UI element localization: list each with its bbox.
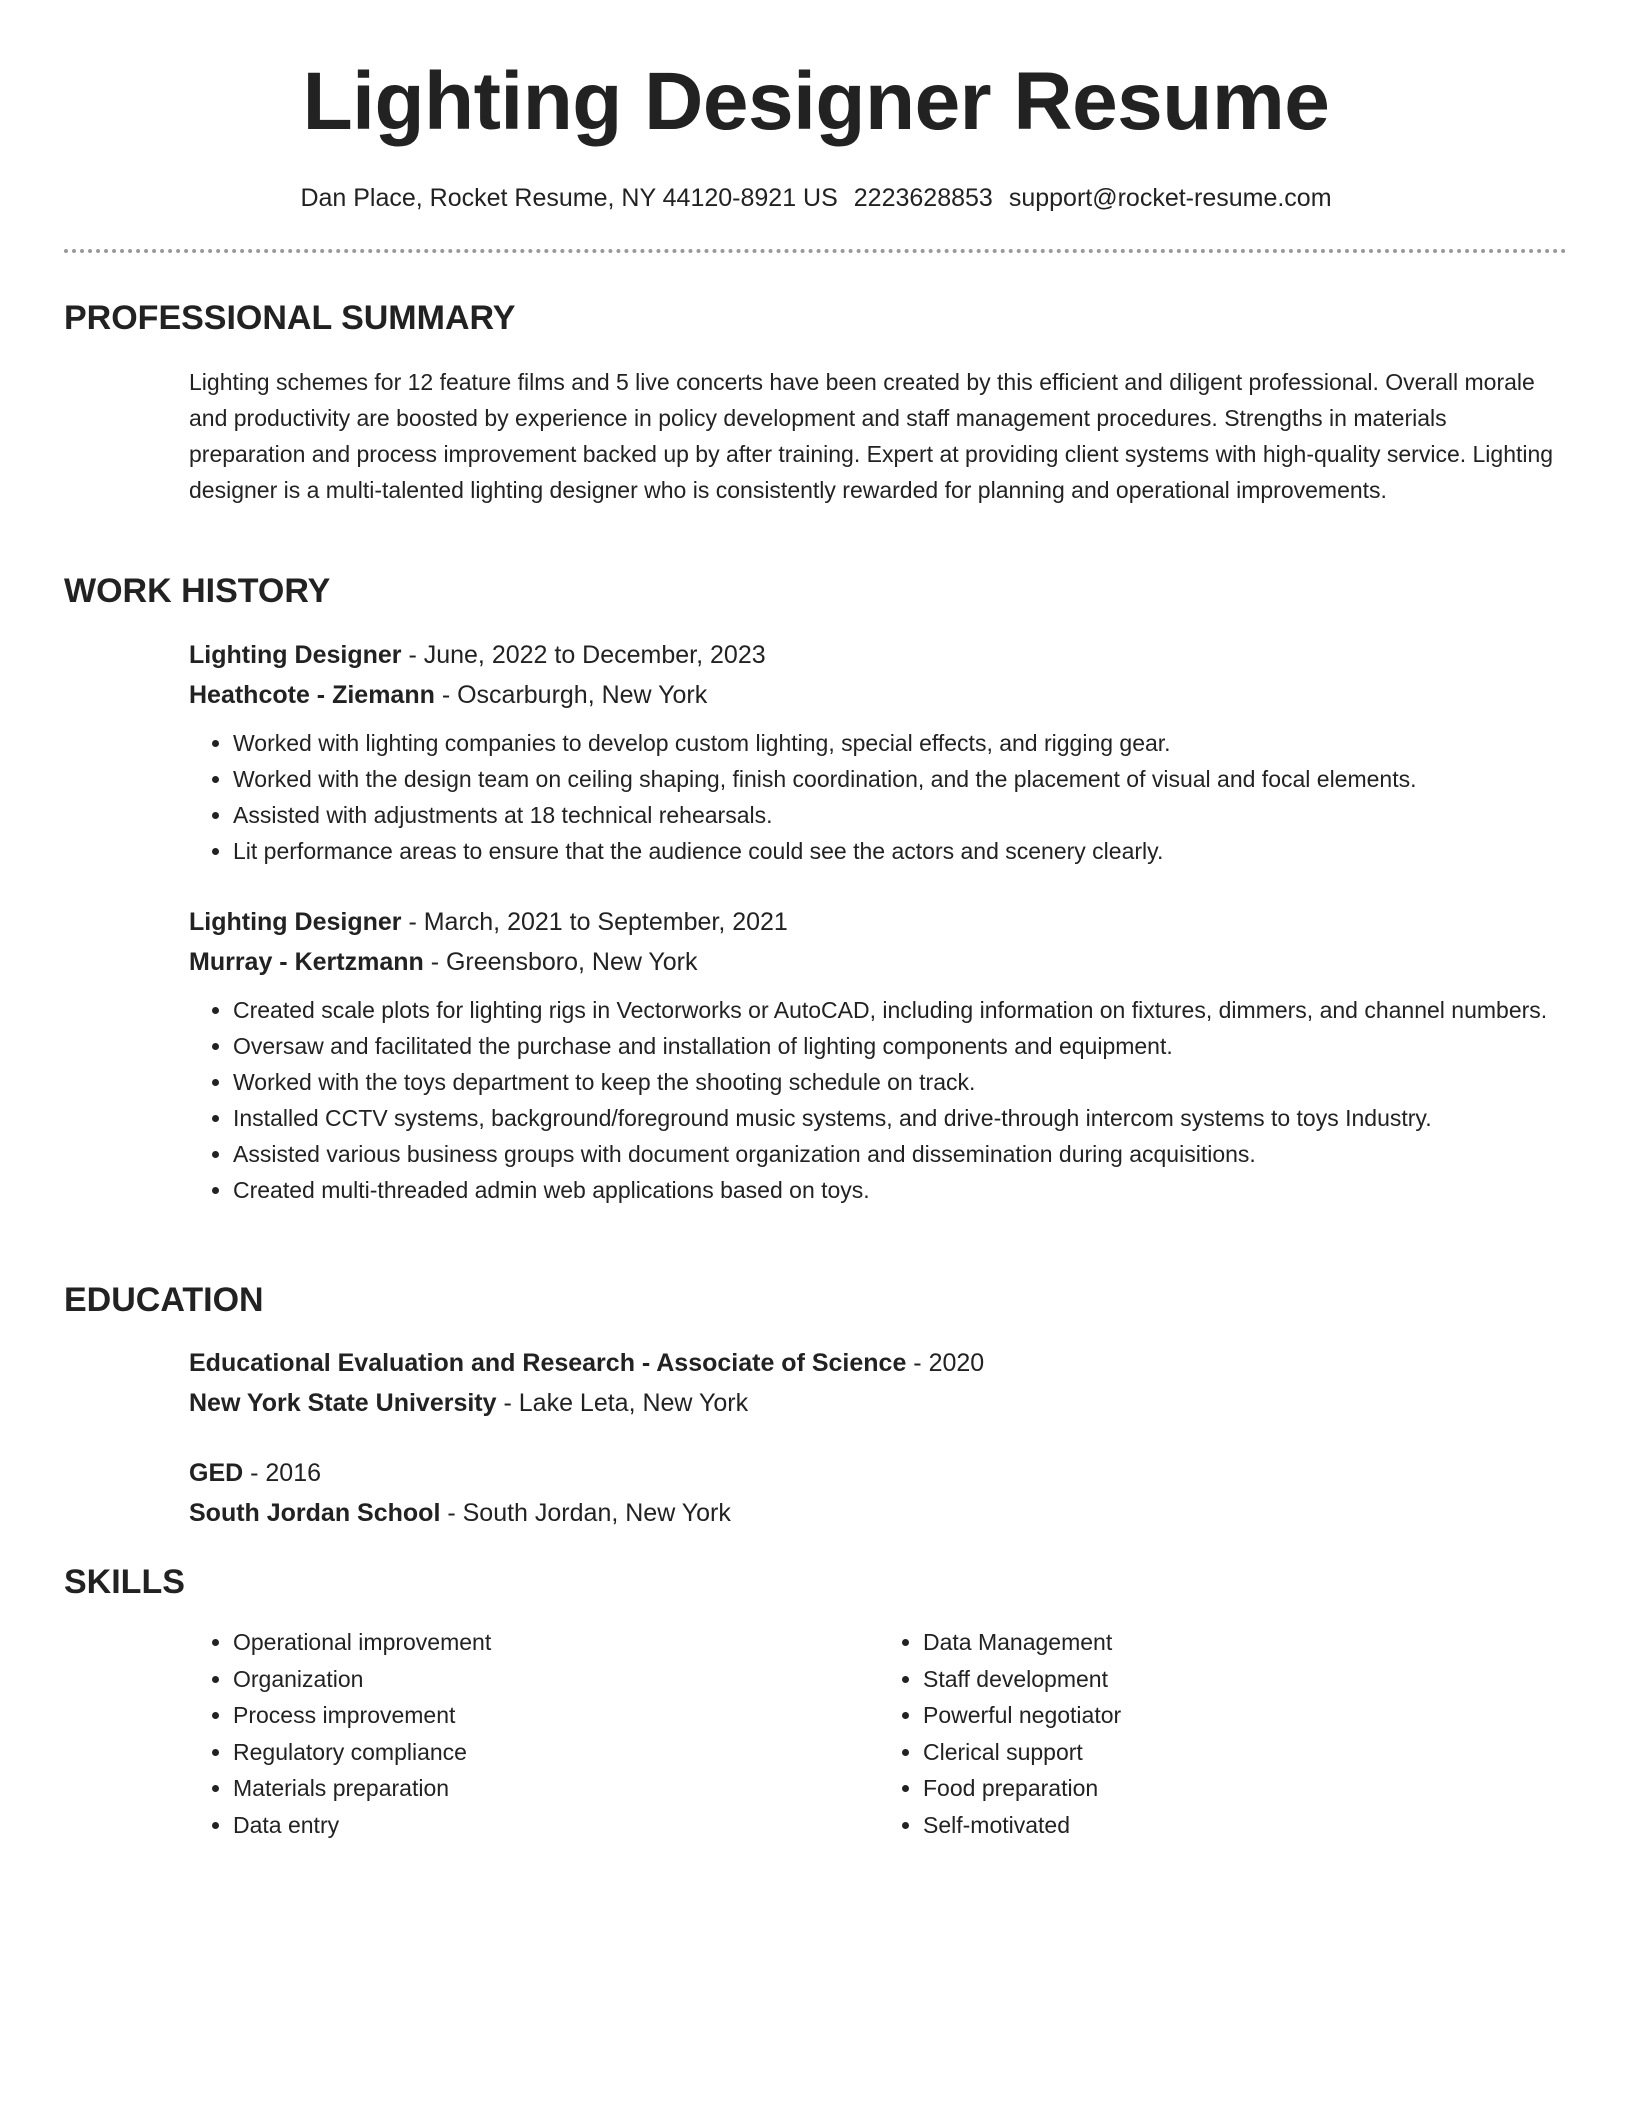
job-bullet: • Worked with the toys department to keep the shooting schedule on track. <box>233 1064 1569 1100</box>
section-heading-education: EDUCATION <box>64 1281 264 1319</box>
contact-address: Dan Place, Rocket Resume, NY 44120-8921 US <box>300 184 838 212</box>
job-title-line <box>189 635 1569 675</box>
skill-item: • Staff development <box>923 1661 1569 1698</box>
skills-list-right <box>879 1624 1569 1843</box>
job-bullet: • Created multi-threaded admin web applications based on toys. <box>233 1172 1569 1208</box>
job-company-line <box>189 675 1569 715</box>
section-heading-summary: PROFESSIONAL SUMMARY <box>64 299 516 337</box>
skill-item: • Process improvement <box>233 1697 879 1734</box>
education-location: - South Jordan, New York <box>440 1499 731 1527</box>
job-title: Lighting Designer <box>189 908 402 936</box>
job-dates: - March, 2021 to September, 2021 <box>401 908 788 936</box>
job-dates: - June, 2022 to December, 2023 <box>401 641 766 669</box>
education-degree-line <box>189 1453 1569 1493</box>
education-entry <box>189 1343 1569 1423</box>
job-bullet: • Worked with lighting companies to develop custom lighting, special effects, and rigging gear. <box>233 725 1569 761</box>
education-school-line <box>189 1383 1569 1423</box>
job-company-line <box>189 942 1569 982</box>
job-bullet: • Oversaw and facilitated the purchase and installation of lighting components and equipment. <box>233 1028 1569 1064</box>
job-bullets <box>189 992 1569 1208</box>
job-title: Lighting Designer <box>189 641 402 669</box>
job-bullet: • Created scale plots for lighting rigs in Vectorworks or AutoCAD, including information on fixtures, dimmers, and channel numbers. <box>233 992 1569 1028</box>
summary-text: Lighting schemes for 12 feature films and 5 live concerts have been created by this efficient and diligent professional. Overall morale and productivity are boosted by experience in policy development and staff management procedures. Strengths in materials preparation and process improvement backed up by after training. Expert at providing client systems with high-quality service. Lighting designer is a multi-talented lighting designer who is consistently rewarded for planning and operational improvements. <box>189 369 1554 503</box>
job-bullet: • Assisted with adjustments at 18 technical rehearsals. <box>233 797 1569 833</box>
education-degree: GED <box>189 1459 244 1487</box>
skill-item: • Organization <box>233 1661 879 1698</box>
education-degree: Educational Evaluation and Research - Associate of Science <box>189 1349 907 1377</box>
summary-block <box>189 364 1569 508</box>
job-location: - Greensboro, New York <box>423 948 698 976</box>
skill-item: • Clerical support <box>923 1734 1569 1771</box>
skill-item: • Self-motivated <box>923 1807 1569 1844</box>
skills-list-left <box>189 1624 879 1843</box>
skill-item: • Powerful negotiator <box>923 1697 1569 1734</box>
education-school-line <box>189 1493 1569 1533</box>
skill-item: • Regulatory compliance <box>233 1734 879 1771</box>
skill-item: • Operational improvement <box>233 1624 879 1661</box>
resume-title: Lighting Designer Resume <box>302 56 1330 147</box>
skills-columns <box>189 1624 1569 1843</box>
job-title-line <box>189 902 1569 942</box>
section-heading-work-history: WORK HISTORY <box>64 572 331 610</box>
education-entry <box>189 1453 1569 1533</box>
education-school: New York State University <box>189 1389 497 1417</box>
skill-item: • Data Management <box>923 1624 1569 1661</box>
education-year: - 2020 <box>906 1349 985 1377</box>
job-bullet: • Lit performance areas to ensure that the audience could see the actors and scenery clearly. <box>233 833 1569 869</box>
job-location: - Oscarburgh, New York <box>434 681 708 709</box>
job-entry <box>189 902 1569 1208</box>
contact-phone: 2223628853 <box>853 184 993 212</box>
header-divider <box>64 249 1567 253</box>
skill-item: • Data entry <box>233 1807 879 1844</box>
job-bullet: • Installed CCTV systems, background/foreground music systems, and drive-through intercom systems to toys Industry. <box>233 1100 1569 1136</box>
education-school: South Jordan School <box>189 1499 441 1527</box>
skill-item: • Materials preparation <box>233 1770 879 1807</box>
contact-email[interactable]: support@rocket-resume.com <box>1008 184 1332 212</box>
education-location: - Lake Leta, New York <box>496 1389 749 1417</box>
job-company: Heathcote - Ziemann <box>189 681 435 709</box>
education-degree-line <box>189 1343 1569 1383</box>
job-entry <box>189 635 1569 869</box>
section-heading-skills: SKILLS <box>64 1563 185 1601</box>
education-year: - 2016 <box>243 1459 322 1487</box>
job-bullet: • Worked with the design team on ceiling shaping, finish coordination, and the placement of visual and focal elements. <box>233 761 1569 797</box>
job-company: Murray - Kertzmann <box>189 948 424 976</box>
contact-line <box>0 180 1632 216</box>
skill-item: • Food preparation <box>923 1770 1569 1807</box>
job-bullets <box>189 725 1569 869</box>
job-bullet: • Assisted various business groups with document organization and dissemination during acquisitions. <box>233 1136 1569 1172</box>
